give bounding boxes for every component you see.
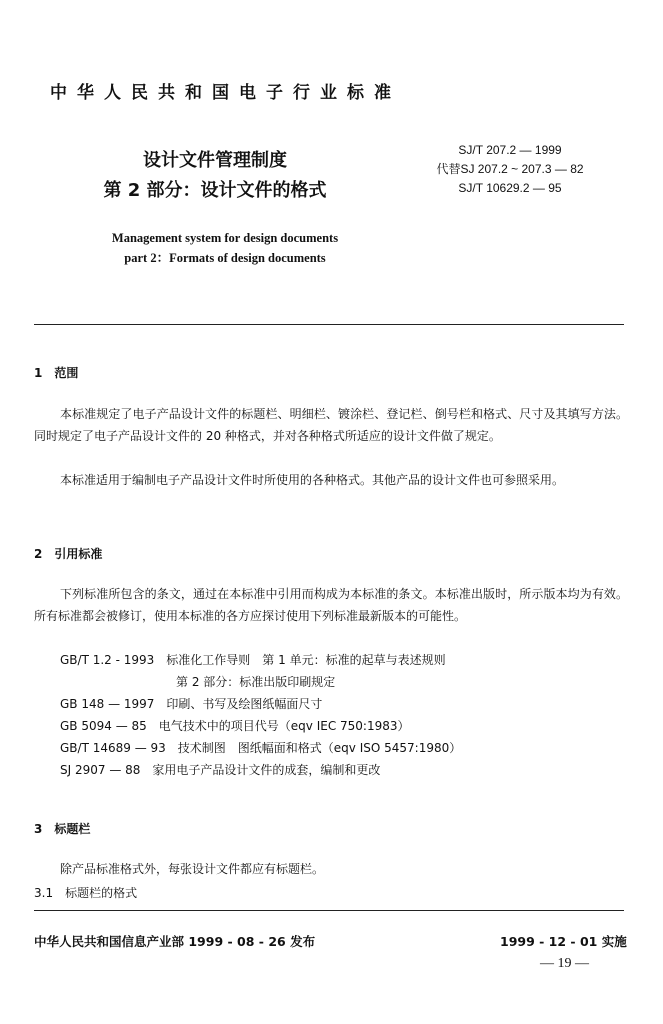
standard-code-current: SJ/T 207.2 — 1999 bbox=[458, 143, 562, 157]
english-title bbox=[60, 228, 390, 268]
subsection-heading-3-1: 3.1 标题栏的格式 bbox=[34, 886, 138, 900]
section-heading-scope: 1 范围 bbox=[34, 366, 79, 380]
reference-item: 第 2 部分：标准出版印刷规定 bbox=[176, 675, 336, 689]
page-number: — 19 — bbox=[540, 956, 589, 971]
issue-statement: 中华人民共和国信息产业部 1999 - 08 - 26 发布 bbox=[34, 934, 316, 949]
reference-item: GB/T 1.2 - 1993 标准化工作导则 第 1 单元：标准的起草与表述规则 bbox=[60, 653, 446, 667]
section-heading-title-block: 3 标题栏 bbox=[34, 822, 91, 836]
reference-item: GB/T 14689 — 93 技术制图 图纸幅面和格式（eqv ISO 5457:1980） bbox=[60, 741, 462, 755]
reference-item: GB 5094 — 85 电气技术中的项目代号（eqv IEC 750:1983） bbox=[60, 719, 410, 733]
header-divider bbox=[34, 324, 624, 325]
section-1-paragraph-1: 本标准规定了电子产品设计文件的标题栏、明细栏、镀涂栏、登记栏、倒号栏和格式、尺寸及其填写方法。同时规定了电子产品设计文件的 20 种格式，并对各种格式所适应的设计文件做了规定。 bbox=[34, 407, 628, 443]
reference-list bbox=[60, 649, 620, 781]
section-2-paragraph-1: 下列标准所包含的条文，通过在本标准中引用而构成为本标准的条文。本标准出版时，所示版本均为有效。所有标准都会被修订，使用本标准的各方应探讨使用下列标准最新版本的可能性。 bbox=[34, 587, 628, 623]
document-header-title: 中华人民共和国电子行业标准 bbox=[50, 83, 401, 103]
standard-code-replaces: 代替SJ 207.2 ~ 207.3 — 82 bbox=[436, 162, 584, 176]
section-heading-references: 2 引用标准 bbox=[34, 547, 103, 561]
document-title-line1: 设计文件管理制度 bbox=[143, 150, 287, 171]
section-3-paragraph-1: 除产品标准格式外，每张设计文件都应有标题栏。 bbox=[60, 862, 325, 876]
footer-divider bbox=[34, 910, 624, 911]
english-title-line1: Management system for design documents bbox=[111, 231, 339, 245]
document-title-line2: 第 2 部分：设计文件的格式 bbox=[103, 180, 327, 201]
standard-codes bbox=[410, 141, 610, 198]
english-title-line2: part 2：Formats of design documents bbox=[124, 251, 326, 265]
reference-item: GB 148 — 1997 印刷、书写及绘图纸幅面尺寸 bbox=[60, 697, 323, 711]
section-1-paragraph-2: 本标准适用于编制电子产品设计文件时所使用的各种格式。其他产品的设计文件也可参照采用。 bbox=[60, 473, 565, 487]
implementation-date: 1999 - 12 - 01 实施 bbox=[500, 934, 627, 949]
standard-code-related: SJ/T 10629.2 — 95 bbox=[458, 181, 562, 195]
reference-item: SJ 2907 — 88 家用电子产品设计文件的成套，编制和更改 bbox=[60, 763, 381, 777]
